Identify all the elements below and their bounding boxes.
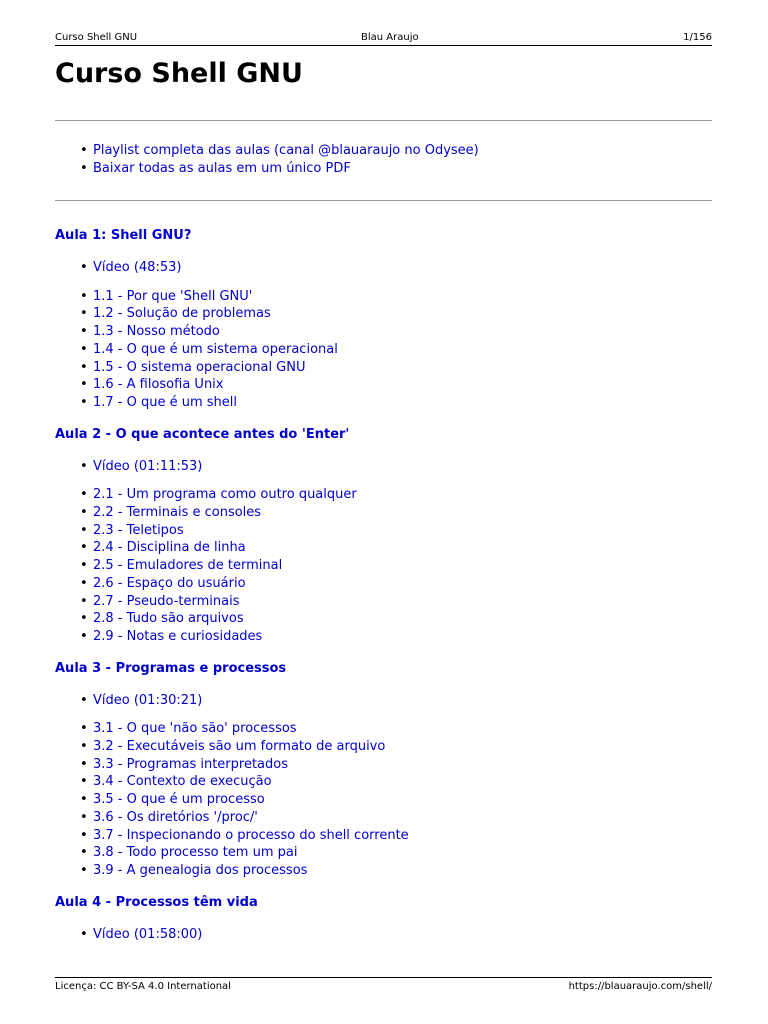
video-list <box>55 458 712 476</box>
running-footer <box>55 977 712 994</box>
list-item <box>55 341 712 359</box>
section-link[interactable]: 3.4 - Contexto de execução <box>93 774 272 790</box>
playlist-link[interactable]: Playlist completa das aulas (canal @blauaraujo no Odysee) <box>93 143 479 158</box>
bullet-icon: • <box>80 628 88 644</box>
section-link[interactable]: 2.6 - Espaço do usuário <box>93 575 246 591</box>
list-item <box>55 539 712 557</box>
section-link[interactable]: 2.4 - Disciplina de linha <box>93 540 246 556</box>
section-link[interactable]: 2.2 - Terminais e consoles <box>93 505 262 521</box>
download-pdf-link[interactable]: Baixar todas as aulas em um único PDF <box>93 160 351 176</box>
list-item <box>55 773 712 791</box>
video-list <box>55 926 712 944</box>
section-link[interactable]: 2.8 - Tudo são arquivos <box>93 611 244 627</box>
bullet-icon: • <box>80 756 88 772</box>
bullet-icon: • <box>80 774 88 790</box>
list-item <box>55 376 712 394</box>
sections-list <box>55 486 712 645</box>
section-link[interactable]: 2.5 - Emuladores de terminal <box>93 558 283 574</box>
section-link[interactable]: 3.5 - O que é um processo <box>93 792 265 808</box>
section-link[interactable]: 1.7 - O que é um shell <box>93 394 238 410</box>
document-page <box>55 0 712 1024</box>
section-link[interactable]: 3.2 - Executáveis são um formato de arquivo <box>93 739 386 755</box>
list-item <box>55 359 712 377</box>
header-author: Blau Araujo <box>361 32 419 43</box>
bullet-icon: • <box>80 558 88 574</box>
list-item <box>55 504 712 522</box>
list-item <box>55 628 712 646</box>
section-link[interactable]: 3.3 - Programas interpretados <box>93 756 288 772</box>
lesson-3 <box>55 660 712 880</box>
bullet-icon: • <box>80 792 88 808</box>
section-link[interactable]: 1.4 - O que é um sistema operacional <box>93 341 338 357</box>
section-link[interactable]: 3.9 - A genealogia dos processos <box>93 862 308 878</box>
bullet-icon: • <box>80 306 88 322</box>
bullet-icon: • <box>80 458 88 474</box>
lesson-title-link[interactable]: Aula 4 - Processos têm vida <box>55 894 258 910</box>
section-link[interactable]: 3.7 - Inspecionando o processo do shell corrente <box>93 827 409 843</box>
list-item <box>55 323 712 341</box>
bullet-icon: • <box>80 288 88 304</box>
bullet-icon: • <box>80 739 88 755</box>
lesson-2 <box>55 426 712 646</box>
bullet-icon: • <box>80 359 88 375</box>
section-link[interactable]: 1.1 - Por que 'Shell GNU' <box>93 288 253 304</box>
section-link[interactable]: 3.8 - Todo processo tem um pai <box>93 845 298 861</box>
section-link[interactable]: 1.6 - A filosofia Unix <box>93 377 224 393</box>
list-item <box>55 160 479 178</box>
bullet-icon: • <box>80 575 88 591</box>
bullet-icon: • <box>80 926 88 942</box>
video-list <box>55 259 712 277</box>
section-link[interactable]: 1.2 - Solução de problemas <box>93 306 271 322</box>
list-item <box>55 862 712 880</box>
list-item <box>55 575 712 593</box>
bullet-icon: • <box>80 611 88 627</box>
sections-list <box>55 288 712 412</box>
list-item <box>55 288 712 306</box>
bullet-icon: • <box>80 143 88 158</box>
bullet-icon: • <box>80 260 88 275</box>
list-item <box>55 844 712 862</box>
bullet-icon: • <box>80 394 88 410</box>
sections-list <box>55 720 712 879</box>
bullet-icon: • <box>80 160 88 176</box>
header-page-number: 1/156 <box>683 32 712 43</box>
bullet-icon: • <box>80 487 88 503</box>
lesson-title-link[interactable]: Aula 3 - Programas e processos <box>55 660 287 676</box>
section-link[interactable]: 2.1 - Um programa como outro qualquer <box>93 487 357 503</box>
list-item <box>55 593 712 611</box>
list-item <box>55 610 712 628</box>
list-item <box>55 259 712 277</box>
divider-top <box>55 120 712 121</box>
list-item <box>55 791 712 809</box>
list-item <box>55 738 712 756</box>
list-item <box>55 926 712 944</box>
list-item <box>55 522 712 540</box>
section-link[interactable]: 3.6 - Os diretórios '/proc/' <box>93 809 258 825</box>
bullet-icon: • <box>80 692 88 708</box>
running-header <box>55 31 712 46</box>
list-item <box>55 827 712 845</box>
bullet-icon: • <box>80 341 88 357</box>
lesson-title-link[interactable]: Aula 1: Shell GNU? <box>55 228 192 243</box>
video-link[interactable]: Vídeo (01:30:21) <box>93 692 203 708</box>
section-link[interactable]: 3.1 - O que 'não são' processos <box>93 721 297 737</box>
bullet-icon: • <box>80 540 88 556</box>
list-item <box>55 720 712 738</box>
bullet-icon: • <box>80 809 88 825</box>
lesson-1 <box>55 227 712 412</box>
video-list <box>55 692 712 710</box>
section-link[interactable]: 2.3 - Teletipos <box>93 522 184 538</box>
list-item <box>55 557 712 575</box>
footer-license: Licença: CC BY-SA 4.0 International <box>55 981 231 992</box>
bullet-icon: • <box>80 721 88 737</box>
section-link[interactable]: 2.9 - Notas e curiosidades <box>93 628 263 644</box>
video-link[interactable]: Vídeo (01:58:00) <box>93 926 203 942</box>
bullet-icon: • <box>80 845 88 861</box>
list-item <box>55 692 712 710</box>
list-item <box>55 305 712 323</box>
divider-bottom <box>55 200 712 201</box>
lesson-title-link[interactable]: Aula 2 - O que acontece antes do 'Enter' <box>55 426 350 442</box>
section-link[interactable]: 1.3 - Nosso método <box>93 324 220 340</box>
video-link[interactable]: Vídeo (48:53) <box>93 260 182 275</box>
header-course-name: Curso Shell GNU <box>55 32 138 43</box>
list-item <box>55 458 712 476</box>
lesson-4 <box>55 894 712 944</box>
section-link[interactable]: 2.7 - Pseudo-terminais <box>93 593 240 609</box>
bullet-icon: • <box>80 505 88 521</box>
page-title: Curso Shell GNU <box>55 58 303 89</box>
lessons-content <box>55 227 712 957</box>
list-item <box>55 809 712 827</box>
video-link[interactable]: Vídeo (01:11:53) <box>93 458 203 474</box>
footer-url: https://blauaraujo.com/shell/ <box>568 981 712 992</box>
bullet-icon: • <box>80 862 88 878</box>
top-links-list <box>55 142 479 177</box>
bullet-icon: • <box>80 522 88 538</box>
section-link[interactable]: 1.5 - O sistema operacional GNU <box>93 359 306 375</box>
list-item <box>55 142 479 160</box>
bullet-icon: • <box>80 827 88 843</box>
list-item <box>55 486 712 504</box>
bullet-icon: • <box>80 377 88 393</box>
list-item <box>55 756 712 774</box>
list-item <box>55 394 712 412</box>
bullet-icon: • <box>80 324 88 340</box>
bullet-icon: • <box>80 593 88 609</box>
